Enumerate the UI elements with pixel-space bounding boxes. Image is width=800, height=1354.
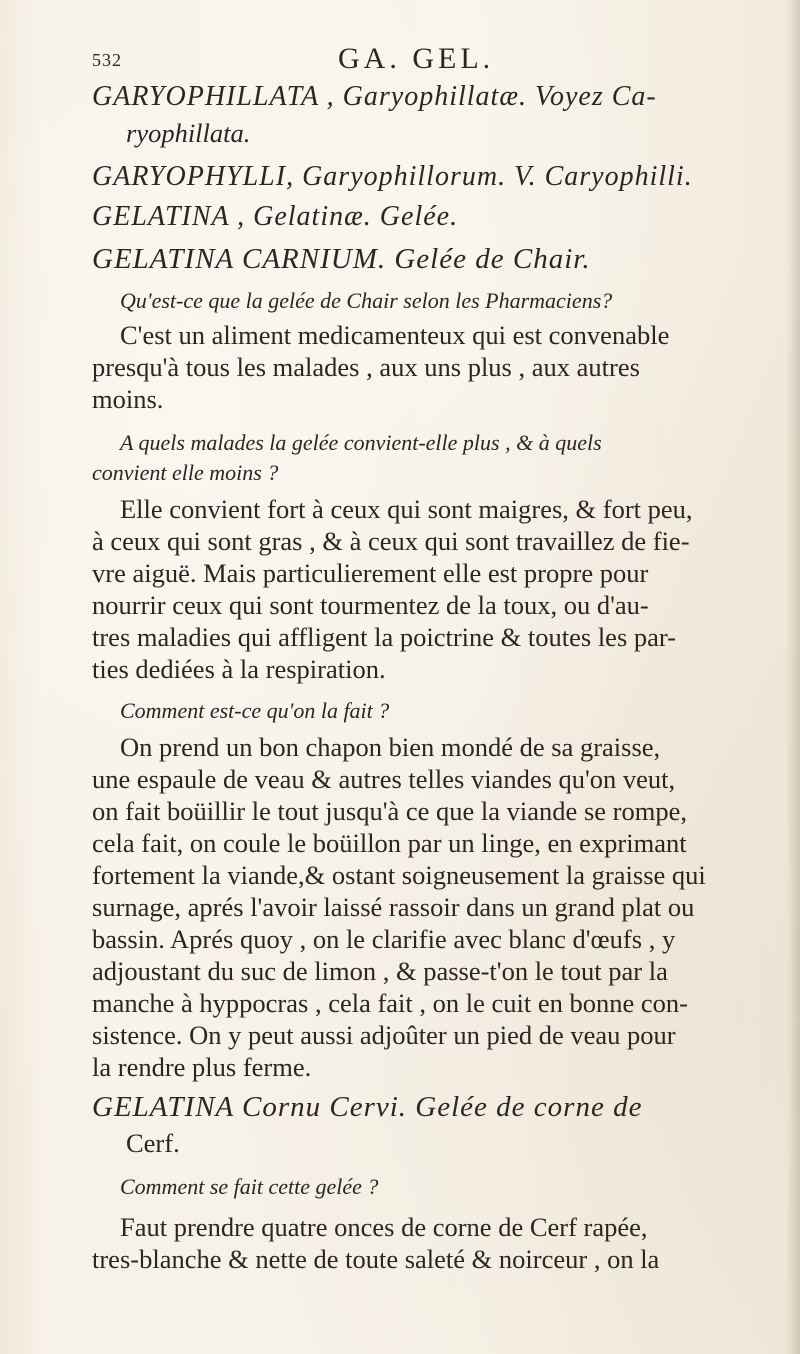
text-line: à ceux qui sont gras , & à ceux qui sont travaillez de fie- (92, 526, 690, 556)
question-heading: Qu'est-ce que la gelée de Chair selon les Pharmaciens? (120, 288, 613, 313)
text-line: adjoustant du suc de limon , & passe-t'on le tout par la (92, 956, 668, 986)
text-line: On prend un bon chapon bien mondé de sa graisse, (120, 732, 661, 762)
entry-garyophillata: GARYOPHILLATA , Garyophillatæ. Voyez Ca- (92, 81, 657, 112)
question-heading: Comment est-ce qu'on la fait ? (120, 698, 390, 723)
text-line: Faut prendre quatre onces de corne de Cerf rapée, (120, 1212, 648, 1242)
text-line: fortement la viande,& ostant soigneusement la graisse qui (92, 860, 706, 890)
running-head: GA. GEL. (338, 42, 495, 75)
text-line: Elle convient fort à ceux qui sont maigres, & fort peu, (120, 494, 693, 524)
text-line: vre aiguë. Mais particulierement elle est propre pour (92, 558, 649, 588)
entry-gelatina-carnium: GELATINA CARNIUM. Gelée de Chair. (92, 243, 591, 275)
text-line: presqu'à tous les malades , aux uns plus , aux autres (92, 352, 640, 382)
question-heading: Comment se fait cette gelée ? (120, 1174, 379, 1199)
question-heading: convient elle moins ? (92, 460, 279, 485)
text-line: moins. (92, 384, 164, 414)
entry-gelatina-cornu-cervi: GELATINA Cornu Cervi. Gelée de corne de (92, 1091, 643, 1123)
text-line: tres-blanche & nette de toute saleté & noirceur , on la (92, 1244, 660, 1274)
text-line: tres maladies qui affligent la poictrine & toutes les par- (92, 622, 677, 652)
entry-continuation: Cerf. (126, 1128, 180, 1158)
text-line: la rendre plus ferme. (92, 1052, 312, 1082)
text-line: manche à hyppocras , cela fait , on le cuit en bonne con- (92, 988, 689, 1018)
text-line: C'est un aliment medicamenteux qui est convenable (120, 320, 670, 350)
entry-continuation: ryophillata. (126, 118, 251, 148)
page-number: 532 (92, 50, 122, 70)
text-line: surnage, aprés l'avoir laissé rassoir dans un grand plat ou (92, 892, 695, 922)
text-line: sistence. On y peut aussi adjoûter un pied de veau pour (92, 1020, 676, 1050)
page-edge-shadow (786, 0, 800, 1354)
text-line: nourrir ceux qui sont tourmentez de la toux, ou d'au- (92, 590, 649, 620)
text-line: ties dediées à la respiration. (92, 654, 386, 684)
page-header (92, 42, 752, 82)
text-line: bassin. Aprés quoy , on le clarifie avec blanc d'œufs , y (92, 924, 676, 954)
question-heading: A quels malades la gelée convient-elle plus , & à quels (120, 430, 602, 455)
entry-garyophylli: GARYOPHYLLI, Garyophillorum. V. Caryophilli. (92, 161, 693, 192)
entry-gelatina: GELATINA , Gelatinæ. Gelée. (92, 201, 459, 232)
text-line: on fait boüillir le tout jusqu'à ce que la viande se rompe, (92, 796, 687, 826)
text-line: cela fait, on coule le boüillon par un linge, en exprimant (92, 828, 687, 858)
text-line: une espaule de veau & autres telles viandes qu'on veut, (92, 764, 676, 794)
